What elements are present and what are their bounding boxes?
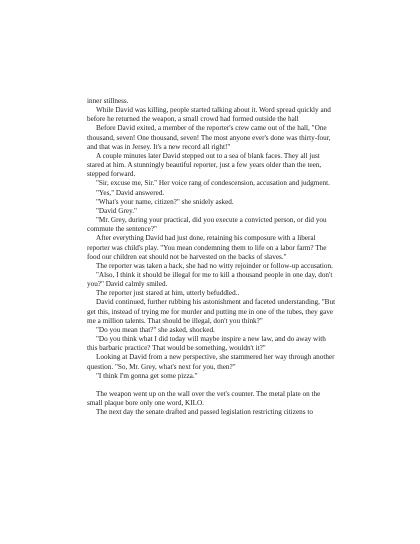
paragraph: While David was killing, people started talking about it. Word spread quickly and before he returned the weapon, a small crowd had formed outside the hall — [87, 106, 331, 124]
paragraph: The weapon went up on the wall over the vet's counter. The metal plate on the small plaque bore only one word, KILO. — [87, 389, 321, 408]
paragraph: "Sir, excuse me, Sir." Her voice rang of condescension, accusation and judgment. — [96, 179, 330, 188]
paragraph: Looking at David from a new perspective, she stammered her way through another question. "So, Mr. Grey, what's next for you, then?" — [87, 353, 335, 371]
section-break — [87, 381, 337, 390]
paragraph: David continued, further rubbing his astonishment and faceted understanding, "But get this, instead of trying me for murder and putting me in one of the tubes, they gave me a million talents. That should be illegal, don't you think?" — [87, 298, 336, 325]
paragraph: The reporter just stared at him, utterly befuddled.. — [96, 289, 240, 298]
paragraph: "Also, I think it should be illegal for me to kill a thousand people in one day, don't you?" David calmly smiled. — [87, 270, 333, 289]
paragraph: "David Grey." — [96, 206, 137, 215]
paragraph: Before David exited, a member of the reporter's crew came out of the hall, "One thousand, seven! One thousand, seven! The most anyone ever's done was thirty-four, and that was in Jersey. It's a new record all right!" — [87, 124, 331, 151]
paragraph: "Do you think what I did today will maybe inspire a new law, and do away with this barbaric practice? That would be something, wouldn't it?" — [87, 335, 326, 353]
paragraph: "I think I'm gonna get some pizza." — [96, 371, 198, 380]
paragraph: The reporter was taken a back, she had no witty rejoinder or follow-up accusation. — [96, 261, 333, 270]
paragraph: "Mr. Grey, during your practical, did you execute a convicted person, or did you commute the sentence?" — [87, 216, 327, 234]
paragraph: After everything David had just done, retaining his composure with a liberal reporter was child's play. "You mean condemning them to life on a labor farm? The food our children eat should not be harvested on the backs of slaves." — [87, 234, 327, 261]
paragraph: "Do you mean that?" she asked, shocked. — [96, 325, 215, 334]
paragraph: "What's your name, citizen?" she snidely asked. — [96, 197, 234, 206]
paragraph: "Yes," David answered. — [96, 188, 165, 197]
paragraph: A couple minutes later David stepped out to a sea of blank faces. They all just stared at him. A stunningly beautiful reporter, just a few years older than the teen, stepped forward. — [87, 151, 322, 179]
body-text — [87, 97, 337, 417]
paragraph: inner stillness. — [87, 97, 129, 105]
paragraph: The next day the senate drafted and passed legislation restricting citizens to — [96, 408, 313, 417]
